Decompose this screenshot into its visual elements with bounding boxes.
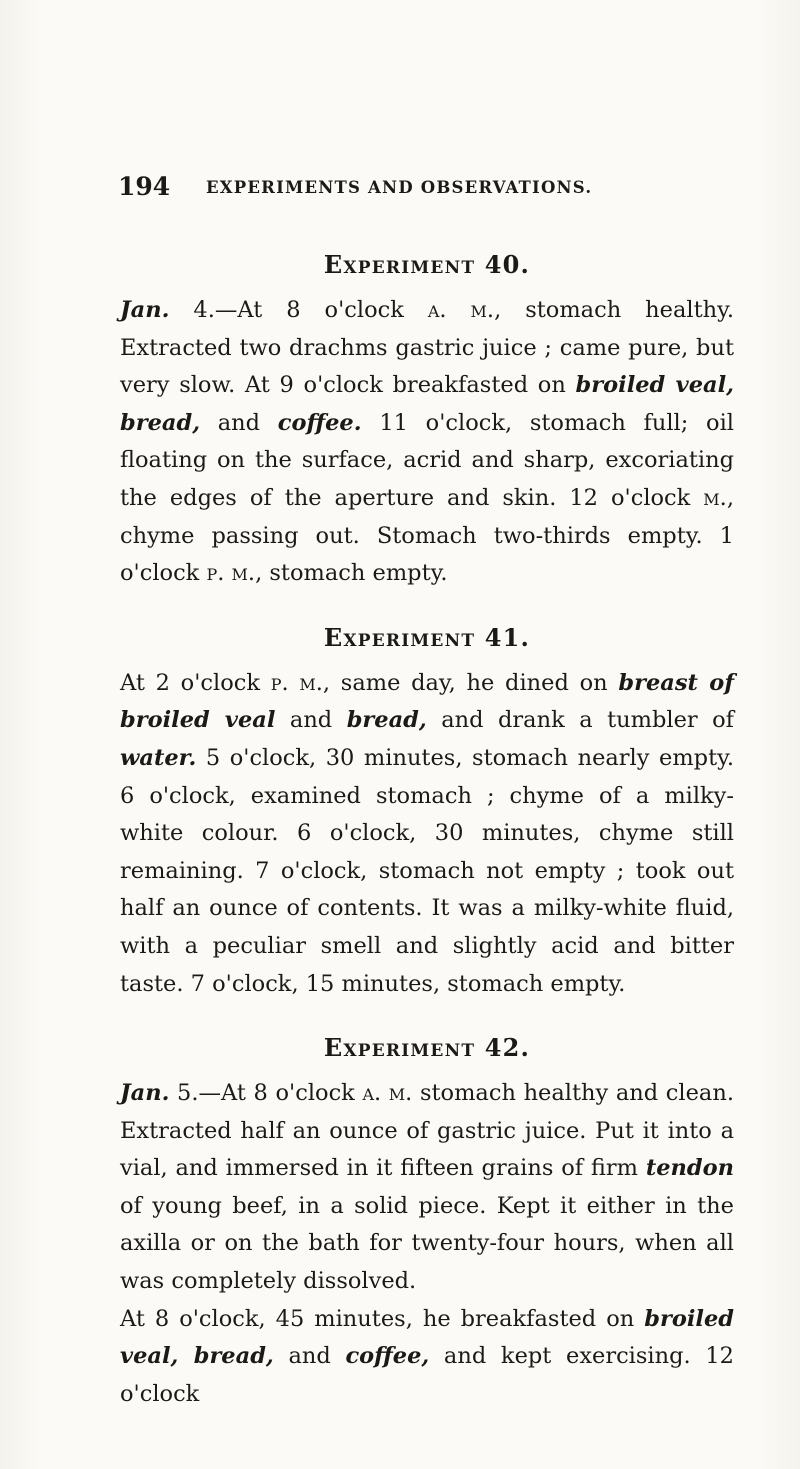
text-run: 5.—At 8 o'clock	[169, 1080, 363, 1107]
text-run: 4.—At 8 o'clock	[169, 297, 428, 323]
text-run: and drank a tumbler of	[426, 707, 734, 734]
text-run: , stomach healthy. Extracted two drachms gastric juice ; came pure, but very slow. At 9 o'clock breakfasted on	[120, 297, 734, 399]
time-abbreviation: a. m.	[362, 1080, 413, 1107]
time-abbreviation: p. m.	[270, 669, 323, 696]
body-text	[120, 250, 734, 1413]
text-run: , stomach empty.	[255, 560, 448, 587]
experiment-42-heading: Experiment 42.	[323, 1033, 531, 1063]
text-run: and	[200, 409, 278, 436]
experiment-41-heading: Experiment 41.	[323, 622, 531, 652]
experiment-42-paragraph-2	[120, 1301, 734, 1414]
text-run: of young beef, in a solid piece. Kept it either in the axilla or on the bath for twenty-four hours, when all was completely dissolved.	[120, 1192, 734, 1295]
italic-phrase: coffee.	[277, 409, 362, 436]
italic-phrase: broiled veal, bread,	[120, 1305, 734, 1370]
time-abbreviation: p. m.	[206, 560, 256, 587]
experiment-40-paragraph	[120, 292, 734, 593]
text-run: 11 o'clock, stomach full; oil floating on the surface, acrid and sharp, excoriating the edges of the aperture and skin. 12 o'clock	[120, 409, 734, 511]
italic-phrase: tendon	[645, 1155, 734, 1182]
text-run: stomach healthy and clean. Extracted half an ounce of gastric juice. Put it into a vial, and immersed in it fifteen grains of firm	[120, 1080, 734, 1182]
italic-phrase: Jan.	[120, 1080, 170, 1107]
experiment-42-paragraph	[120, 1075, 734, 1301]
time-abbreviation: m.	[703, 484, 727, 511]
text-run: 5 o'clock, 30 minutes, stomach nearly empty. 6 o'clock, examined stomach ; chyme of a milky-white colour. 6 o'clock, 30 minutes, chyme still remaining. 7 o'clock, stomach not empty ; took out half an ounce of contents. It was a milky-white fluid, with a peculiar smell and slightly acid and bitter taste. 7 o'clock, 15 minutes, stomach empty.	[120, 744, 734, 997]
text-run: , chyme passing out. Stomach two-thirds empty. 1 o'clock	[120, 484, 734, 587]
time-abbreviation: a. m.	[427, 297, 495, 323]
text-run: and	[273, 1343, 346, 1370]
text-run: and	[275, 707, 347, 734]
experiment-40-heading: Experiment 40.	[323, 250, 531, 279]
text-run: At 2 o'clock	[120, 669, 271, 696]
text-run: At 8 o'clock, 45 minutes, he breakfasted on	[120, 1305, 645, 1332]
italic-phrase: broiled veal, bread,	[120, 372, 735, 436]
italic-phrase: coffee,	[345, 1343, 430, 1370]
page-number: 194	[118, 172, 171, 201]
italic-phrase: breast of broiled veal	[120, 669, 734, 734]
italic-phrase: bread,	[346, 707, 427, 734]
text-run: and kept exercising. 12 o'clock	[120, 1343, 734, 1407]
italic-phrase: Jan.	[120, 297, 170, 323]
experiment-41-paragraph	[120, 665, 734, 1003]
running-title: EXPERIMENTS AND OBSERVATIONS.	[206, 178, 593, 197]
italic-phrase: water.	[120, 744, 197, 771]
text-run: , same day, he dined on	[322, 669, 619, 696]
